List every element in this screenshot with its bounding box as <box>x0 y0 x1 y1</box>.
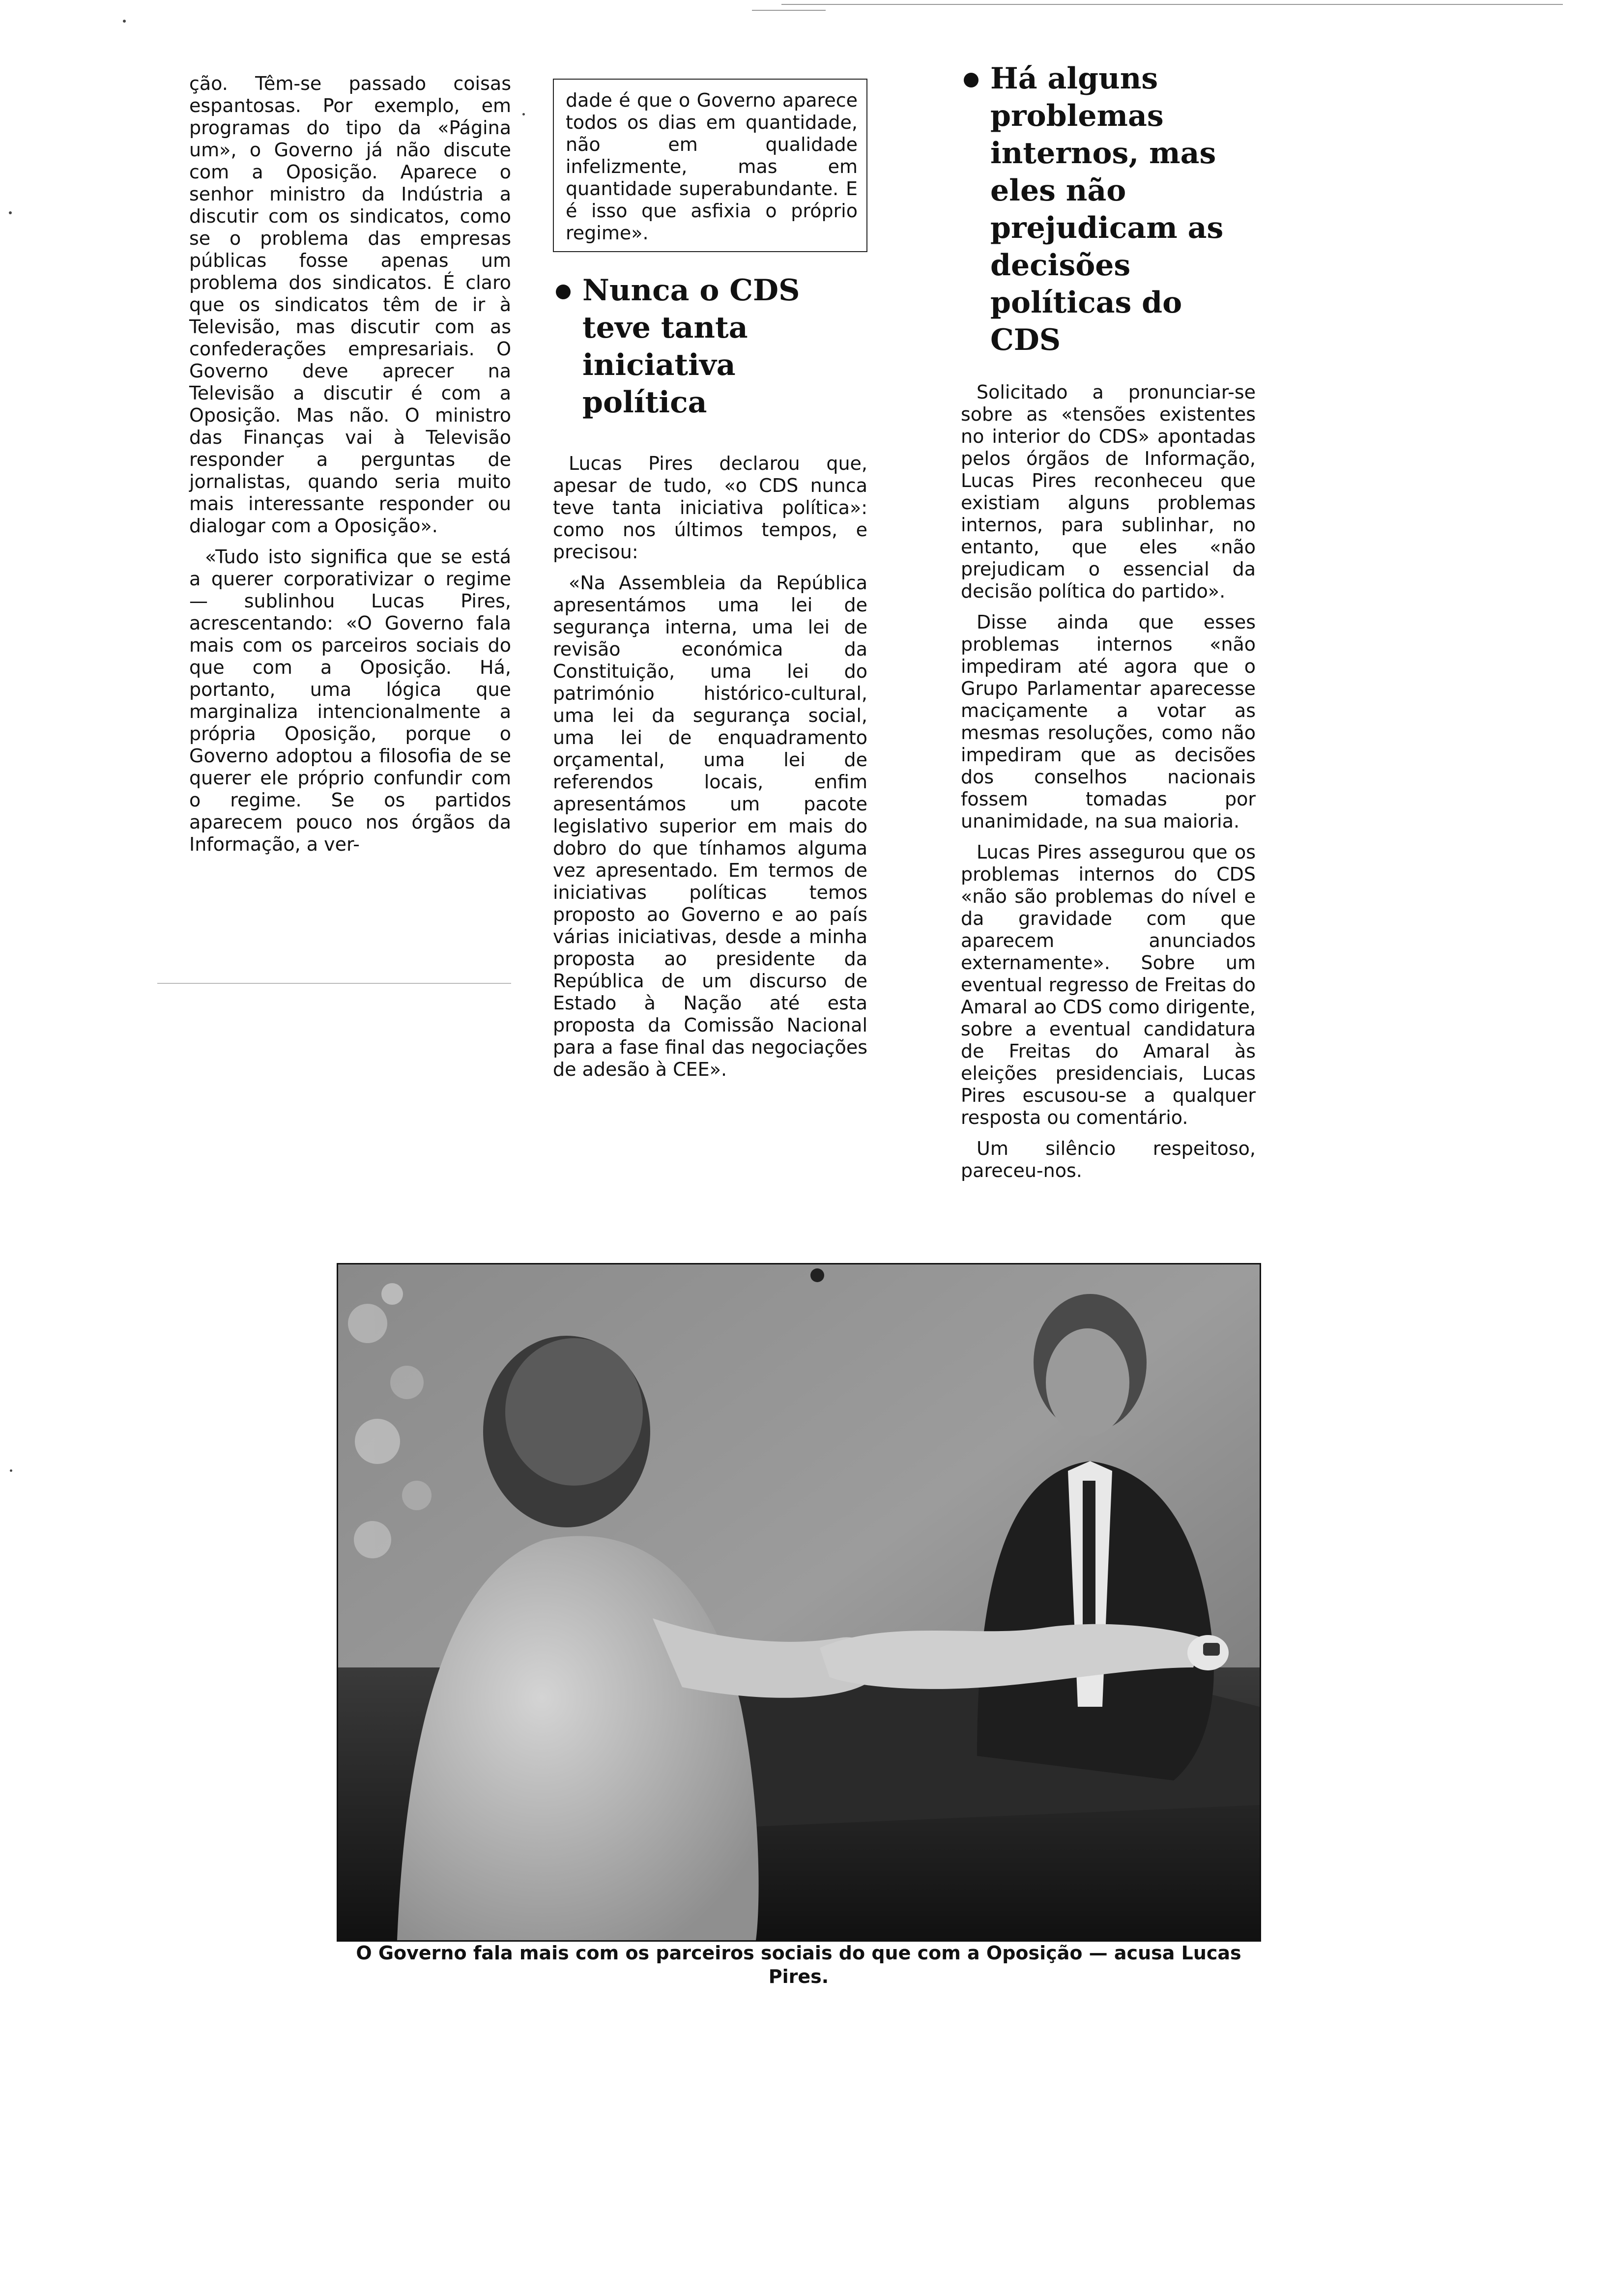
column1-paragraph: «Tudo isto significa que se está a querer corporativizar o regime — sublinhou Lucas Pires, acrescentando: «O Governo fala mais com os parceiros sociais do que com a Oposição. Há, portanto, uma lógica que marginaliza intencionalmente a própria Oposição, porque o Governo adoptou a filosofia de se querer ele próprio confundir com o regime. Se os partidos aparecem pouco nos órgãos da Informação, a ver- <box>189 546 511 855</box>
column3-paragraph: Solicitado a pronunciar-se sobre as «tensões existentes no interior do CDS» apontadas pelos órgãos de Informação, Lucas Pires reconheceu que existiam alguns problemas internos, para sublinhar, no entanto, que eles «não prejudicam o essencial da decisão política do partido». <box>961 381 1256 602</box>
photo-caption: O Governo fala mais com os parceiros sociais do que com a Oposição — acusa Lucas Pires. <box>356 1942 1241 1987</box>
bullet-icon <box>964 73 979 87</box>
column3-paragraph: Disse ainda que esses problemas internos «não impediram até agora que o Grupo Parlamentar aparecesse maciçamente a votar as mesmas resoluções, como não impediram que as decisões dos conselhos nacionais fossem tomadas por unanimidade, na sua maioria. <box>961 611 1256 832</box>
scan-speck <box>9 211 12 214</box>
bullet-icon <box>556 285 571 299</box>
column3-paragraph: Um silêncio respeitoso, pareceu-nos. <box>961 1138 1256 1181</box>
article-column-3 <box>961 60 1256 1191</box>
clipping-edge-rule <box>781 4 1563 5</box>
scan-speck <box>10 1469 12 1472</box>
column1-bottom-rule <box>157 983 511 984</box>
section-headline-text: Há alguns problemas internos, mas eles não prejudicam as decisões políticas do CDS <box>990 61 1224 357</box>
column3-paragraph: Lucas Pires assegurou que os problemas internos do CDS «não são problemas do nível e da gravidade com que aparecem anunciados externamente». Sobre um eventual regresso de Freitas do Amaral ao CDS como dirigente, sobre a eventual candidatura de Freitas do Amaral às eleições presidenciais, Lucas Pires escusou-se a qualquer resposta ou comentário. <box>961 841 1256 1128</box>
news-photo <box>337 1263 1261 1942</box>
section-headline <box>553 272 867 421</box>
article-column-1 <box>189 73 511 864</box>
section-headline <box>961 60 1256 359</box>
scan-speck <box>522 113 525 115</box>
column2-paragraph: Lucas Pires declarou que, apesar de tudo, «o CDS nunca teve tanta iniciativa política»: como nos últimos tempos, e precisou: <box>553 453 867 563</box>
quote-box <box>553 79 867 252</box>
column2-paragraph: «Na Assembleia da República apresentámos uma lei de segurança interna, uma lei de revisão económica da Constituição, uma lei do património histórico-cultural, uma lei da segurança social, uma lei de enquadramento orçamental, uma lei de referendos locais, enfim apresentámos um pacote legislativo superior em mais do dobro do que tínhamos alguma vez apresentado. Em termos de iniciativas políticas temos proposto ao Governo e ao país várias iniciativas, desde a minha proposta ao presidente da República de um discurso de Estado à Nação até esta proposta da Comissão Nacional para a fase final das negociações de adesão à CEE». <box>553 572 867 1080</box>
article-column-2 <box>553 79 867 1090</box>
scan-speck <box>123 20 126 23</box>
section-headline-text: Nunca o CDS teve tanta iniciativa política <box>582 273 800 420</box>
clipping-edge-rule <box>752 10 826 11</box>
quote-box-text: dade é que o Governo aparece todos os dias em quantidade, não em qualidade infelizmente, mas em quantidade superabundante. E é isso que asfixia o próprio regime». <box>566 89 858 244</box>
news-photo-image <box>338 1264 1260 1940</box>
column1-paragraph: ção. Têm-se passado coisas espantosas. Por exemplo, em programas do tipo da «Página um», o Governo já não discute com a Oposição. Aparece o senhor ministro da Indústria a discutir com os sindicatos, como se o problema das empresas públicas fosse apenas um problema dos sindicatos. É claro que os sindicatos têm de ir à Televisão, mas discutir com as confederações empresariais. O Governo deve aprecer na Televisão a discutir é com a Oposição. Mas não. O ministro das Finanças vai à Televisão responder a perguntas de jornalistas, quando seria muito mais interessante responder ou dialogar com a Oposição». <box>189 73 511 537</box>
